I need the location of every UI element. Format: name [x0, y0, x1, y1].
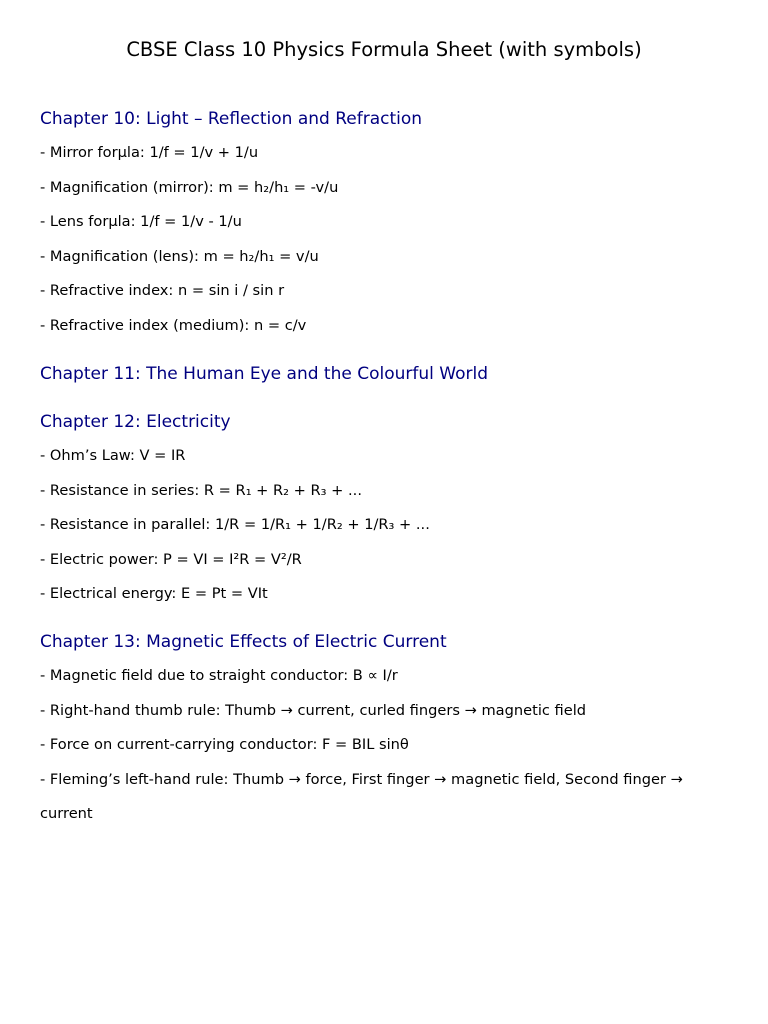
formula-item: - Resistance in parallel: 1/R = 1/R₁ + 1/R₂ + 1/R₃ + ... — [40, 516, 430, 533]
chapter-section-13 — [40, 631, 740, 832]
formula-item: - Lens forμla: 1/f = 1/v - 1/u — [40, 213, 242, 230]
chapter-section-11 — [40, 363, 740, 385]
chapter-section-10 — [40, 108, 740, 343]
formula-item: - Mirror forμla: 1/f = 1/v + 1/u — [40, 144, 259, 161]
document-title: CBSE Class 10 Physics Formula Sheet (with symbols) — [126, 38, 642, 61]
formula-item: - Ohm’s Law: V = IR — [40, 447, 186, 464]
formula-item: - Refractive index: n = sin i / sin r — [40, 282, 285, 299]
formula-item: - Force on current-carrying conductor: F = BIL sinθ — [40, 736, 409, 753]
formula-item: - Electric power: P = VI = I²R = V²/R — [40, 550, 302, 568]
formula-item: - Magnification (lens): m = h₂/h₁ = v/u — [40, 247, 319, 265]
chapter-heading: Chapter 13: Magnetic Effects of Electric Current — [40, 632, 447, 652]
formula-list — [40, 439, 740, 612]
chapter-heading: Chapter 12: Electricity — [40, 412, 231, 432]
formula-item: - Right-hand thumb rule: Thumb → current, curled fingers → magnetic field — [40, 701, 587, 719]
formula-item: - Resistance in series: R = R₁ + R₂ + R₃ + ... — [40, 481, 362, 499]
formula-item: - Refractive index (medium): n = c/v — [40, 316, 307, 334]
chapter-section-12 — [40, 411, 740, 612]
formula-list — [40, 136, 740, 343]
chapter-heading: Chapter 10: Light – Reflection and Refraction — [40, 109, 423, 129]
formula-item: - Magnetic field due to straight conductor: B ∝ I/r — [40, 667, 398, 684]
formula-item: - Electrical energy: E = Pt = VIt — [40, 585, 268, 602]
formula-item: - Magnification (mirror): m = h₂/h₁ = -v/u — [40, 178, 339, 196]
formula-item: - Fleming’s left-hand rule: Thumb → force, First finger → magnetic field, Second finger → current — [40, 770, 683, 822]
chapter-heading: Chapter 11: The Human Eye and the Colourful World — [40, 364, 488, 384]
formula-list — [40, 659, 740, 832]
